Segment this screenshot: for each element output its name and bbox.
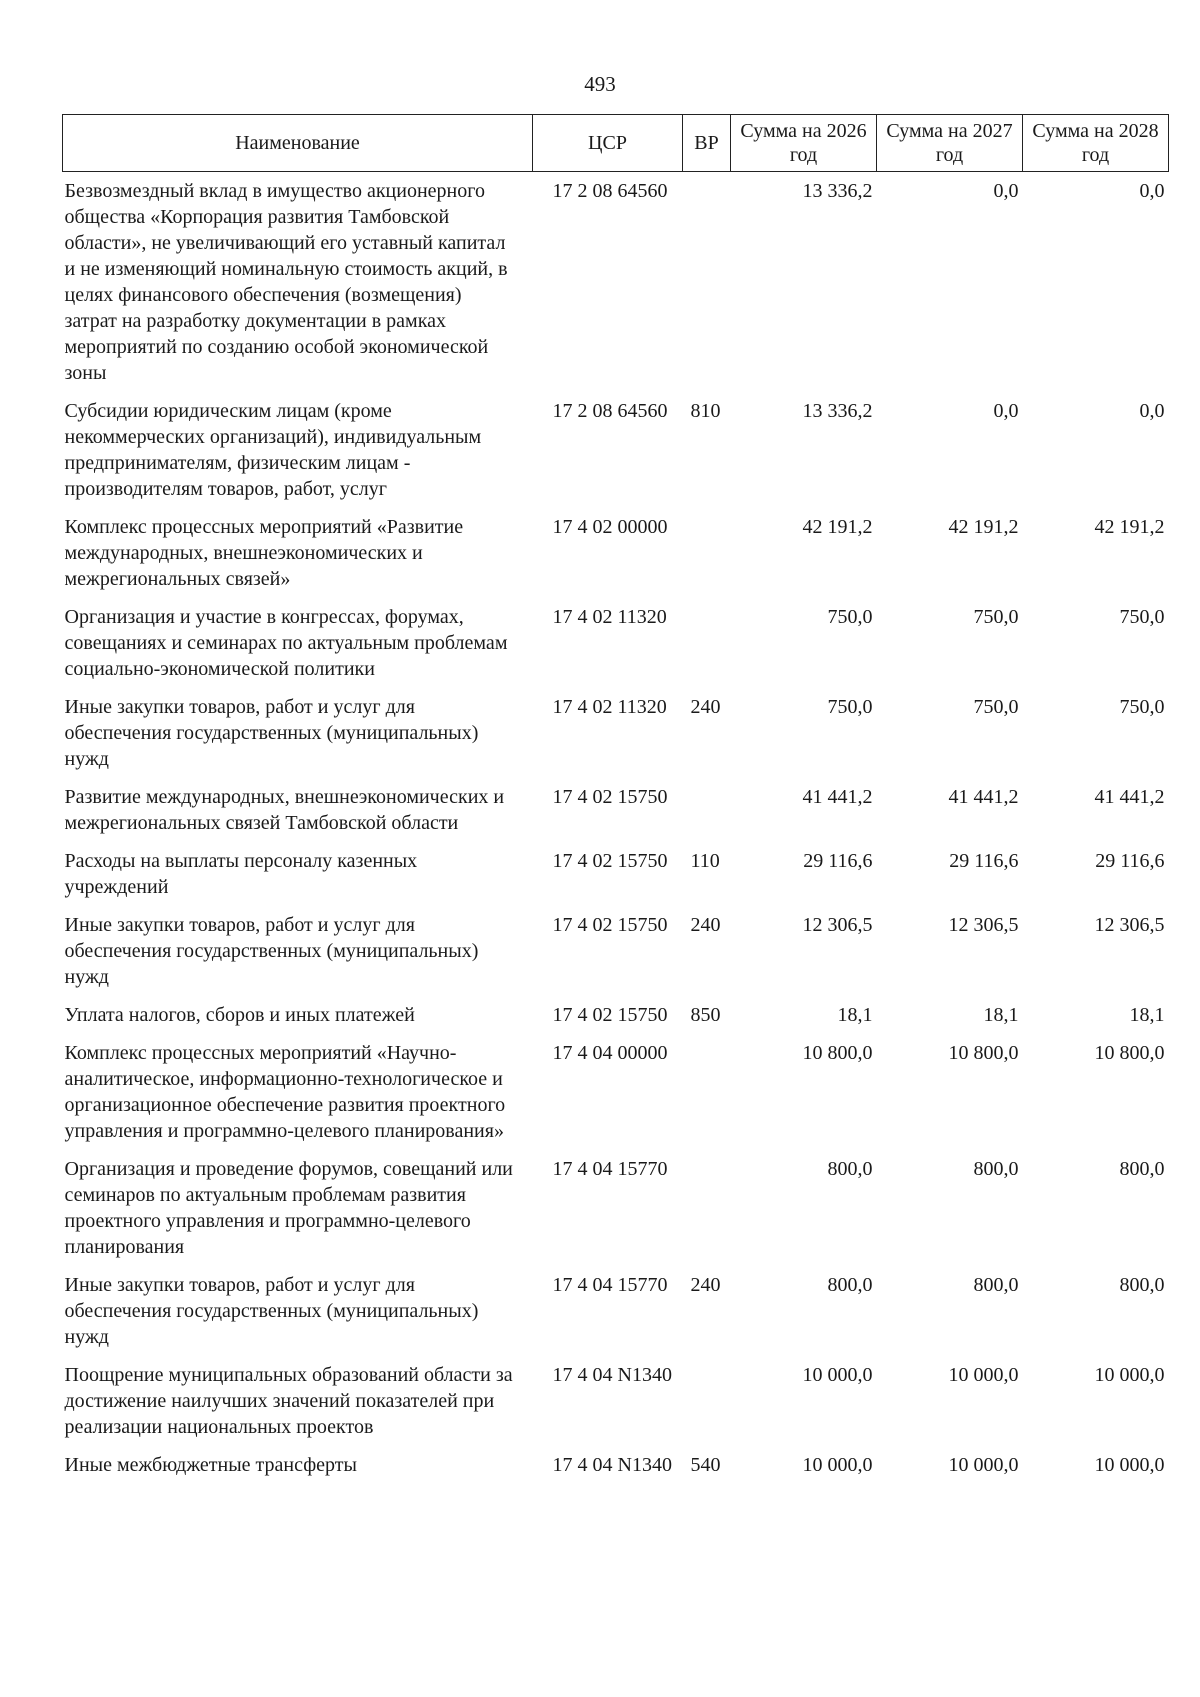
- table-row: [63, 1446, 1169, 1484]
- header-sum-2026: Сумма на 2026 год: [731, 115, 877, 172]
- table-row: [63, 172, 1169, 393]
- row-sum-2026: 750,0: [827, 696, 873, 718]
- row-csr: 17 4 02 15750: [552, 850, 668, 872]
- row-sum-2028: 750,0: [1119, 696, 1165, 718]
- row-vr: 240: [690, 914, 721, 936]
- row-sum-2028: 750,0: [1119, 606, 1165, 628]
- header-name: Наименование: [63, 115, 533, 172]
- row-name: Расходы на выплаты персоналу казенных учреждений: [64, 850, 418, 898]
- table-row: [63, 1034, 1169, 1150]
- row-sum-2027: 800,0: [973, 1274, 1019, 1296]
- header-vr: ВР: [683, 115, 731, 172]
- row-csr: 17 4 02 15750: [552, 1004, 668, 1026]
- row-sum-2026: 13 336,2: [802, 400, 873, 422]
- row-sum-2026: 13 336,2: [802, 180, 873, 202]
- row-sum-2026: 42 191,2: [802, 516, 873, 538]
- header-sum-2027: Сумма на 2027 год: [877, 115, 1023, 172]
- row-sum-2028: 12 306,5: [1094, 914, 1165, 936]
- table-row: [63, 778, 1169, 842]
- row-sum-2028: 0,0: [1139, 400, 1165, 422]
- row-name: Иные закупки товаров, работ и услуг для обеспечения государственных (муниципальных) нужд: [64, 696, 479, 770]
- row-sum-2028: 10 800,0: [1094, 1042, 1165, 1064]
- row-vr: [683, 508, 731, 598]
- row-name: Иные межбюджетные трансферты: [64, 1454, 357, 1476]
- page-number: 493: [584, 72, 616, 96]
- row-sum-2028: 18,1: [1129, 1004, 1165, 1026]
- row-name: Поощрение муниципальных образований области за достижение наилучших значений показателей при реализации национальных проектов: [64, 1364, 513, 1438]
- table-row: [63, 1356, 1169, 1446]
- row-csr: 17 4 02 15750: [552, 786, 668, 808]
- row-name: Организация и проведение форумов, совещаний или семинаров по актуальным проблемам развития проектного управления и программно-целевого планирования: [64, 1158, 513, 1258]
- row-name: Организация и участие в конгрессах, форумах, совещаниях и семинарах по актуальным проблемам социально-экономической политики: [64, 606, 508, 680]
- row-vr: 810: [690, 400, 721, 422]
- budget-table: [62, 114, 1169, 1484]
- row-vr: [683, 598, 731, 688]
- row-name: Развитие международных, внешнеэкономических и межрегиональных связей Тамбовской области: [64, 786, 505, 834]
- table-row: [63, 996, 1169, 1034]
- row-csr: 17 4 04 N1340: [552, 1364, 672, 1386]
- row-csr: 17 4 04 15770: [552, 1274, 668, 1296]
- table-body: [63, 172, 1169, 1485]
- row-csr: 17 4 04 15770: [552, 1158, 668, 1180]
- row-sum-2027: 0,0: [993, 180, 1019, 202]
- row-sum-2026: 800,0: [827, 1274, 873, 1296]
- row-csr: 17 4 02 11320: [552, 606, 667, 628]
- table-row: [63, 1266, 1169, 1356]
- row-sum-2026: 750,0: [827, 606, 873, 628]
- row-sum-2028: 10 000,0: [1094, 1364, 1165, 1386]
- row-sum-2026: 18,1: [837, 1004, 873, 1026]
- row-csr: 17 2 08 64560: [552, 400, 668, 422]
- row-sum-2027: 42 191,2: [948, 516, 1019, 538]
- row-csr: 17 4 02 15750: [552, 914, 668, 936]
- row-vr: [683, 778, 731, 842]
- row-sum-2026: 10 000,0: [802, 1364, 873, 1386]
- table-row: [63, 598, 1169, 688]
- row-sum-2026: 41 441,2: [802, 786, 873, 808]
- row-sum-2027: 41 441,2: [948, 786, 1019, 808]
- row-sum-2027: 18,1: [983, 1004, 1019, 1026]
- row-vr: [683, 1356, 731, 1446]
- row-vr: 240: [690, 696, 721, 718]
- table-row: [63, 688, 1169, 778]
- table-row: [63, 1150, 1169, 1266]
- header-sum-2028: Сумма на 2028 год: [1023, 115, 1169, 172]
- row-vr: [683, 172, 731, 393]
- row-name: Иные закупки товаров, работ и услуг для обеспечения государственных (муниципальных) нужд: [64, 1274, 479, 1348]
- row-sum-2027: 750,0: [973, 696, 1019, 718]
- row-sum-2027: 800,0: [973, 1158, 1019, 1180]
- row-sum-2027: 12 306,5: [948, 914, 1019, 936]
- table-row: [63, 392, 1169, 508]
- row-sum-2028: 800,0: [1119, 1158, 1165, 1180]
- row-sum-2026: 10 000,0: [802, 1454, 873, 1476]
- row-sum-2028: 10 000,0: [1094, 1454, 1165, 1476]
- row-sum-2028: 29 116,6: [1095, 850, 1165, 872]
- row-name: Уплата налогов, сборов и иных платежей: [64, 1004, 415, 1026]
- row-name: Безвозмездный вклад в имущество акционерного общества «Корпорация развития Тамбовской области», не увеличивающий его уставный капитал и не изменяющий номинальную стоимость акций, в целях финансового обеспечения (возмещения) затрат на разработку документации в рамках мероприятий по созданию особой экономической зоны: [64, 180, 508, 384]
- row-sum-2027: 10 000,0: [948, 1364, 1019, 1386]
- row-name: Комплекс процессных мероприятий «Развитие международных, внешнеэкономических и межрегиональных связей»: [64, 516, 464, 590]
- row-name: Субсидии юридическим лицам (кроме некоммерческих организаций), индивидуальным предпринимателям, физическим лицам - производителям товаров, работ, услуг: [64, 400, 482, 500]
- table-row: [63, 842, 1169, 906]
- row-name: Комплекс процессных мероприятий «Научно-аналитическое, информационно-технологическое и организационное обеспечение развития проектного управления и программно-целевого планирования»: [64, 1042, 506, 1142]
- row-sum-2028: 0,0: [1139, 180, 1165, 202]
- row-sum-2026: 800,0: [827, 1158, 873, 1180]
- row-name: Иные закупки товаров, работ и услуг для обеспечения государственных (муниципальных) нужд: [64, 914, 479, 988]
- row-vr: 540: [690, 1454, 721, 1476]
- row-sum-2026: 10 800,0: [802, 1042, 873, 1064]
- row-sum-2027: 10 000,0: [948, 1454, 1019, 1476]
- table-row: [63, 906, 1169, 996]
- row-csr: 17 2 08 64560: [552, 180, 668, 202]
- row-sum-2028: 42 191,2: [1094, 516, 1165, 538]
- row-sum-2027: 0,0: [993, 400, 1019, 422]
- row-vr: 240: [690, 1274, 721, 1296]
- row-vr: [683, 1034, 731, 1150]
- row-csr: 17 4 04 00000: [552, 1042, 668, 1064]
- row-sum-2026: 12 306,5: [802, 914, 873, 936]
- row-csr: 17 4 02 00000: [552, 516, 668, 538]
- row-sum-2027: 29 116,6: [949, 850, 1019, 872]
- budget-table-container: [62, 114, 1168, 1484]
- row-vr: 110: [690, 850, 720, 872]
- row-sum-2028: 800,0: [1119, 1274, 1165, 1296]
- row-csr: 17 4 02 11320: [552, 696, 667, 718]
- row-sum-2027: 750,0: [973, 606, 1019, 628]
- row-vr: 850: [690, 1004, 721, 1026]
- table-header-row: [63, 115, 1169, 172]
- row-csr: 17 4 04 N1340: [552, 1454, 672, 1476]
- row-sum-2027: 10 800,0: [948, 1042, 1019, 1064]
- row-vr: [683, 1150, 731, 1266]
- row-sum-2028: 41 441,2: [1094, 786, 1165, 808]
- table-row: [63, 508, 1169, 598]
- row-sum-2026: 29 116,6: [803, 850, 873, 872]
- header-csr: ЦСР: [533, 115, 683, 172]
